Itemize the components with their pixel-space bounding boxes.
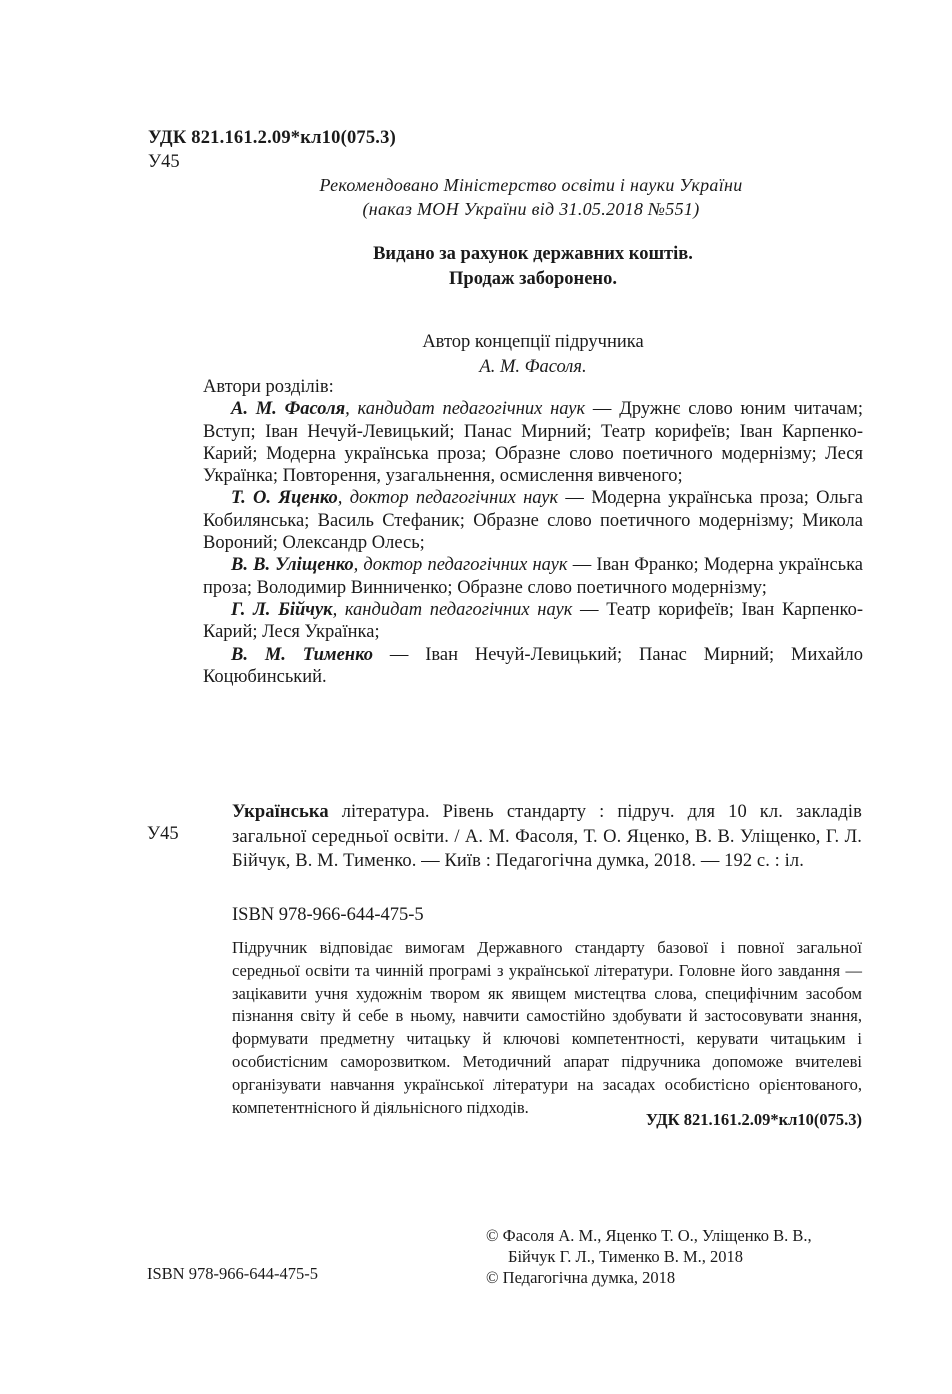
author-degree: , кандидат педагогічних наук [345,399,586,420]
author-degree: , доктор педагогічних наук [353,555,568,576]
catalog-isbn: ISBN 978-966-644-475-5 [232,905,424,925]
author-code-header: У45 [148,152,180,172]
author-sections: — Театр корифеїв; Іван Карпенко-Карий; Леся Українка; [203,599,863,643]
annotation: Підручник відповідає вимогам Державного стандарту базової і повної загальної середньої освіти та чинній програмі з української літератури. Головне його завдання — зацікавити учня художнім твором як явищем мистецтва слова, специфічним засобом пізнання світу й себе в ньому, навчити самостійно здобувати й застосовувати знання, формувати предметну читацьку й ключові компетентності, керувати читацьким і особистісним саморозвитком. Методичний апарат підручника допоможе вчителеві організувати навчання української літератури на засадах особистісно орієнтованого, компетентнісного й діяльнісного підходів. [232,938,862,1117]
author-sections: — Іван Нечуй-Левицький; Панас Мирний; Михайло Коцюбинський. [203,644,863,687]
ministry-recommendation [270,173,792,221]
copyright-block [486,1226,866,1288]
author-entry [203,487,863,554]
sale-prohibited-line: Продаж заборонено. [449,269,617,289]
author-degree: , кандидат педагогічних наук [332,599,573,620]
recommendation-order: (наказ МОН України від 31.05.2018 №551) [362,199,700,219]
copyright-publisher: © Педагогічна думка, 2018 [486,1267,676,1287]
author-entry [203,599,863,644]
author-name: Т. О. Яценко [231,488,338,509]
copyright-authors-cont: Бійчук Г. Л., Тименко В. М., 2018 [508,1246,744,1266]
catalog-record [232,800,862,874]
author-degree: , доктор педагогічних наук [337,488,559,509]
concept-author [300,330,766,380]
author-sections: — Дружнє слово юним читачам; Вступ; Іван Нечуй-Левицький; Панас Мирний; Театр корифеїв; Іван Карпенко-Карий; Модерна українська проза; Образне слово поетичного модернізму; Леся Українка; Повторення, узагальнення, осмислення вивченого; [203,399,863,487]
concept-label: Автор концепції підручника [422,332,644,352]
section-authors [203,376,863,688]
author-name: Г. Л. Бійчук [231,599,333,620]
catalog-title: Українська [232,802,329,822]
author-sections: — Модерна українська проза; Ольга Кобилянська; Василь Стефаник; Образне слово поетичного модернізму; Микола Вороний; Олександр Олесь; [203,488,863,554]
author-entry [203,398,863,487]
author-name: В. М. Тименко [231,644,373,665]
funding-line: Видано за рахунок державних коштів. [373,244,693,264]
catalog-description: література. Рівень стандарту : підруч. для 10 кл. закладів загальної середньої освіти. / А. М. Фасоля, Т. О. Яценко, В. В. Уліщенко, Г. Л. Бійчук, В. М. Тименко. — Київ : Педагогічна думка, 2018. — 192 с. : іл. [232,802,862,872]
udk-header: УДК 821.161.2.09*кл10(075.3) [148,128,396,148]
copyright-authors: © Фасоля А. М., Яценко Т. О., Уліщенко В. В., [486,1226,812,1245]
catalog-author-code: У45 [147,824,179,844]
funding-notice [300,242,766,292]
author-name: В. В. Уліщенко [231,555,354,576]
concept-author-name: А. М. Фасоля. [479,357,587,377]
recommendation-line: Рекомендовано Міністерство освіти і науки України [319,175,743,195]
author-entry [203,644,863,689]
isbn-footer: ISBN 978-966-644-475-5 [147,1264,318,1283]
section-authors-heading: Автори розділів: [203,377,334,397]
udk-footer: УДК 821.161.2.09*кл10(075.3) [645,1110,862,1129]
author-sections: — Іван Франко; Модерна українська проза; Володимир Винниченко; Образне слово поетичного модернізму; [203,555,864,598]
author-entry [203,554,863,599]
author-name: А. М. Фасоля [231,399,346,420]
